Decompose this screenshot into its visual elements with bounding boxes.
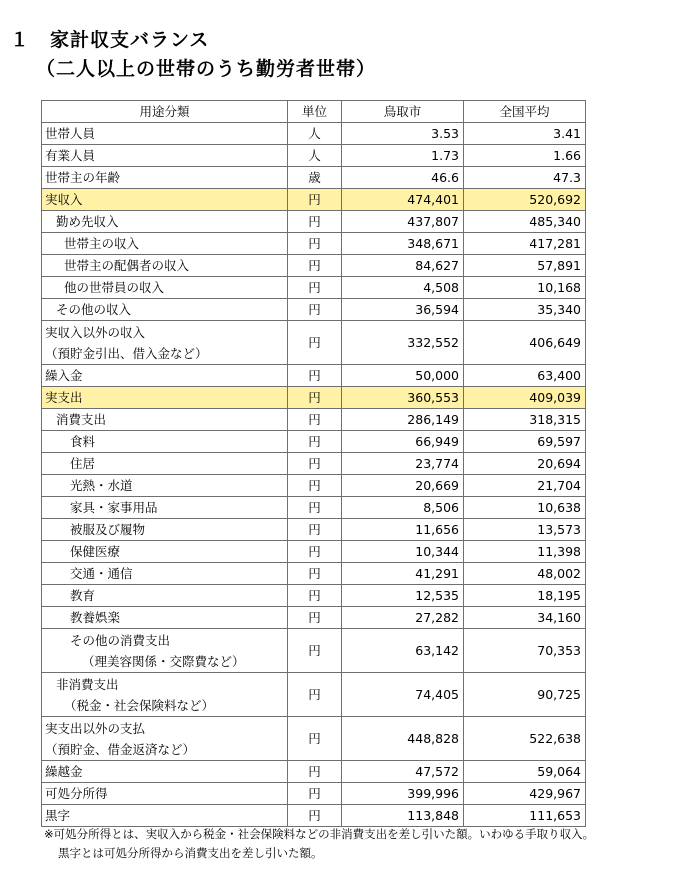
row-label: その他の消費支出 [70,632,171,648]
table-row [42,629,586,673]
table-row [42,255,586,277]
row-national: 35,340 [464,299,586,321]
row-label-note: （預貯金、借金返済など） [45,741,196,757]
row-tottori: 474,401 [342,189,464,211]
row-unit: 円 [288,673,342,717]
row-unit: 円 [288,277,342,299]
row-unit: 円 [288,519,342,541]
row-tottori: 46.6 [342,167,464,189]
table-row [42,233,586,255]
row-tottori: 332,552 [342,321,464,365]
row-label: 交通・通信 [42,563,288,585]
row-tottori: 113,848 [342,805,464,827]
row-tottori: 286,149 [342,409,464,431]
row-unit: 歳 [288,167,342,189]
row-tottori: 36,594 [342,299,464,321]
row-unit: 円 [288,761,342,783]
table-row [42,497,586,519]
table-header-row [42,101,586,123]
row-tottori: 448,828 [342,717,464,761]
row-unit: 円 [288,387,342,409]
row-unit: 円 [288,563,342,585]
row-tottori: 11,656 [342,519,464,541]
row-unit: 円 [288,453,342,475]
row-national: 90,725 [464,673,586,717]
row-tottori: 1.73 [342,145,464,167]
row-unit: 円 [288,607,342,629]
row-tottori: 10,344 [342,541,464,563]
row-tottori: 348,671 [342,233,464,255]
footnote-disposable-income: ※可処分所得とは、実収入から税金・社会保険料などの非消費支出を差し引いた額。いわゆる手取り収入。 [44,827,595,841]
table-row [42,717,586,761]
row-tottori: 50,000 [342,365,464,387]
row-national: 59,064 [464,761,586,783]
row-label: 食料 [42,431,288,453]
row-label-note: （税金・社会保険料など） [64,697,215,713]
table-row [42,167,586,189]
page-title: １ 家計収支バランス [10,29,210,51]
table-row [42,145,586,167]
row-label: 可処分所得 [42,783,288,805]
row-tottori: 12,535 [342,585,464,607]
row-unit: 円 [288,365,342,387]
header-national: 全国平均 [464,101,586,123]
row-label-note: （理美容関係・交際費など） [82,653,245,669]
row-unit: 円 [288,629,342,673]
row-national: 409,039 [464,387,586,409]
row-label: 実収入以外の収入 [45,324,146,340]
table-row [42,431,586,453]
row-label-multiline [42,717,288,761]
row-label: 教養娯楽 [42,607,288,629]
row-national: 318,315 [464,409,586,431]
row-tottori: 27,282 [342,607,464,629]
row-national: 522,638 [464,717,586,761]
table-row [42,673,586,717]
row-label: 世帯主の配偶者の収入 [42,255,288,277]
row-label: 実支出以外の支払 [45,720,146,736]
row-tottori: 4,508 [342,277,464,299]
table-row [42,365,586,387]
row-label-note: （預貯金引出、借入金など） [45,345,208,361]
row-label: 消費支出 [42,409,288,431]
table-row-highlight [42,189,586,211]
row-unit: 円 [288,783,342,805]
footnote-surplus: 黒字とは可処分所得から消費支出を差し引いた額。 [58,846,323,860]
row-tottori: 63,142 [342,629,464,673]
row-tottori: 3.53 [342,123,464,145]
row-tottori: 23,774 [342,453,464,475]
header-tottori: 鳥取市 [342,101,464,123]
row-unit: 円 [288,585,342,607]
table-row [42,123,586,145]
table-row [42,475,586,497]
row-label: その他の収入 [42,299,288,321]
row-label: 繰入金 [42,365,288,387]
row-label: 被服及び履物 [42,519,288,541]
table-row [42,761,586,783]
row-unit: 円 [288,431,342,453]
row-unit: 円 [288,409,342,431]
row-unit: 円 [288,255,342,277]
row-national: 69,597 [464,431,586,453]
row-unit: 円 [288,211,342,233]
row-label-multiline [42,321,288,365]
row-national: 10,638 [464,497,586,519]
header-category: 用途分類 [42,101,288,123]
row-label: 教育 [42,585,288,607]
table-row [42,321,586,365]
page-subtitle: （二人以上の世帯のうち勤労者世帯） [36,58,377,80]
table-row [42,585,586,607]
row-tottori: 74,405 [342,673,464,717]
row-tottori: 20,669 [342,475,464,497]
row-national: 406,649 [464,321,586,365]
row-unit: 人 [288,145,342,167]
row-label: 実収入 [42,189,288,211]
row-label: 光熱・水道 [42,475,288,497]
row-national: 20,694 [464,453,586,475]
row-unit: 円 [288,299,342,321]
footnotes [44,825,594,863]
row-national: 429,967 [464,783,586,805]
row-national: 57,891 [464,255,586,277]
row-tottori: 47,572 [342,761,464,783]
row-unit: 円 [288,805,342,827]
row-unit: 円 [288,475,342,497]
row-tottori: 399,996 [342,783,464,805]
row-label: 実支出 [42,387,288,409]
row-national: 13,573 [464,519,586,541]
row-national: 111,653 [464,805,586,827]
row-unit: 円 [288,497,342,519]
row-national: 21,704 [464,475,586,497]
row-national: 48,002 [464,563,586,585]
table-row [42,607,586,629]
table-row [42,277,586,299]
table-row [42,563,586,585]
row-national: 10,168 [464,277,586,299]
row-unit: 円 [288,717,342,761]
row-tottori: 360,553 [342,387,464,409]
row-tottori: 8,506 [342,497,464,519]
row-tottori: 66,949 [342,431,464,453]
row-tottori: 437,807 [342,211,464,233]
row-tottori: 84,627 [342,255,464,277]
table-row [42,211,586,233]
table-row-highlight [42,387,586,409]
household-balance-table [41,100,586,827]
header-unit: 単位 [288,101,342,123]
row-national: 1.66 [464,145,586,167]
row-national: 70,353 [464,629,586,673]
row-national: 520,692 [464,189,586,211]
row-national: 3.41 [464,123,586,145]
row-unit: 円 [288,233,342,255]
table-row [42,519,586,541]
row-unit: 円 [288,189,342,211]
row-national: 485,340 [464,211,586,233]
row-national: 34,160 [464,607,586,629]
row-label: 他の世帯員の収入 [42,277,288,299]
row-national: 417,281 [464,233,586,255]
row-label-multiline [42,629,288,673]
row-label: 世帯主の年齢 [42,167,288,189]
row-label: 世帯主の収入 [42,233,288,255]
row-unit: 円 [288,321,342,365]
table-row [42,783,586,805]
row-national: 47.3 [464,167,586,189]
row-label: 有業人員 [42,145,288,167]
row-label: 保健医療 [42,541,288,563]
row-label: 繰越金 [42,761,288,783]
row-unit: 円 [288,541,342,563]
row-label: 非消費支出 [56,676,119,692]
row-label: 黒字 [42,805,288,827]
row-label: 家具・家事用品 [42,497,288,519]
table-row [42,453,586,475]
table-row [42,805,586,827]
row-tottori: 41,291 [342,563,464,585]
row-label: 住居 [42,453,288,475]
row-national: 63,400 [464,365,586,387]
row-label: 世帯人員 [42,123,288,145]
row-national: 18,195 [464,585,586,607]
table-row [42,541,586,563]
table-row [42,299,586,321]
row-label: 勤め先収入 [42,211,288,233]
row-label-multiline [42,673,288,717]
row-unit: 人 [288,123,342,145]
row-national: 11,398 [464,541,586,563]
table-row [42,409,586,431]
